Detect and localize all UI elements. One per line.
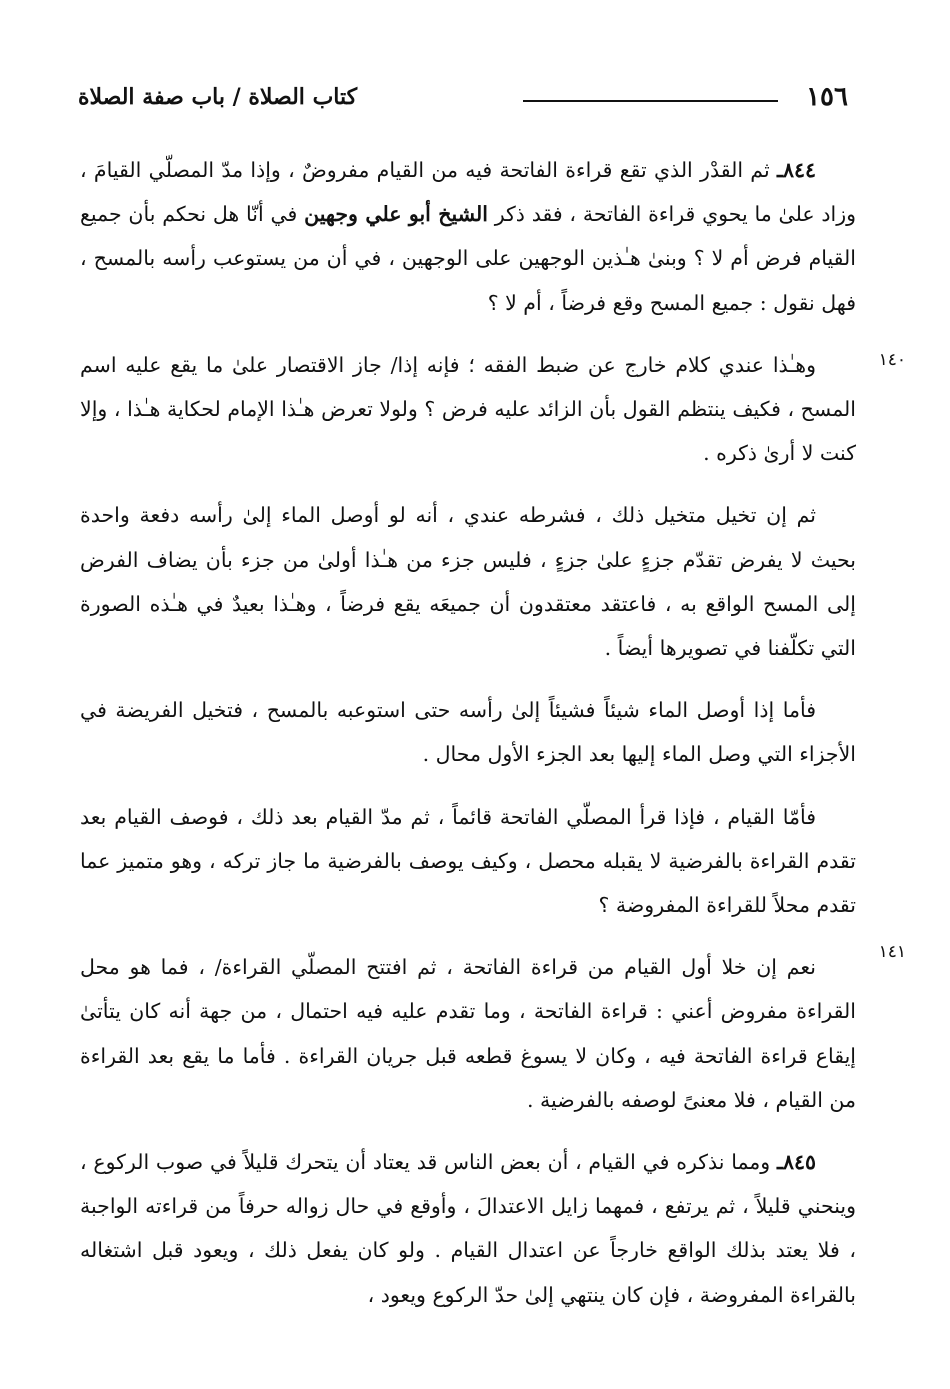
paragraph: وهـٰذا عندي كلام خارج عن ضبط الفقه ؛ فإنه إذا/ جاز الاقتصار علىٰ ما يقع عليه اسم المسح ، فكيف ينتظم القول بأن الزائد عليه فرض ؟ ولولا تعرض هـٰذا الإمام لحكاية هـٰذا ، وإلا كنت لا أرىٰ ذكره .: [80, 352, 856, 466]
page-number: ١٥٦: [806, 82, 848, 112]
margin-note: ١٤٠: [878, 350, 906, 370]
paragraph: نعم إن خلا أول القيام من قراءة الفاتحة ، ثم افتتح المصلّي القراءة/ ، فما هو محل القراءة مفروض أعني : قراءة الفاتحة ، وما تقدم عليه فيه احتمال ، من جهة أنه كان يتأتىٰ إيقاع قراءة الفاتحة فيه ، وكان لا يسوغ قطعه قبل جريان القراءة . فأما ما يقع بعد القراءة من القيام ، فلا معنىً لوصفه بالفرضية .: [80, 955, 856, 1112]
paragraph: فأما إذا أوصل الماء شيئاً فشيئاً إلىٰ رأسه حتى استوعبه بالمسح ، فتخيل الفريضة في الأجزاء التي وصل الماء إليها بعد الجزء الأول محال .: [80, 698, 856, 767]
issue-number: ٨٤٥ـ: [776, 1150, 816, 1175]
paragraph-844: [80, 148, 856, 325]
paragraph-text: ثم القدْر الذي تقع قراءة الفاتحة فيه من القيام مفروضٌ ، وإذا مدّ المصلّي القيامَ ، وزاد علىٰ ما يحوي قراءة الفاتحة ، فقد ذكر: [80, 158, 856, 227]
paragraph-text: في أنّا هل نحكم بأن جميع القيام فرض أم لا ؟ وبنىٰ هـٰذين الوجهين على الوجهين ، في أن من يستوعب رأسه بالمسح ، فهل نقول : جميع المسح وقع فرضاً ، أم لا ؟: [80, 202, 856, 315]
issue-number: ٨٤٤ـ: [776, 158, 816, 182]
paragraph: ثم إن تخيل متخيل ذلك ، فشرطه عندي ، أنه لو أوصل الماء إلىٰ رأسه دفعة واحدة بحيث لا يفرض تقدّم جزءٍ علىٰ جزءٍ ، فليس جزء من هـٰذا أولىٰ من جزء بأن يضاف الفرض إلى المسح الواقع به ، فاعتقد معتقدون أن جميعَه يقع فرضاً ، وهـٰذا بعيدٌ في هـٰذه الصورة التي تكلّفنا في تصويرها أيضاً .: [80, 503, 856, 661]
page-body: [80, 148, 856, 1317]
header-rule: [523, 100, 778, 102]
paragraph-text: ومما نذكره في القيام ، أن بعض الناس قد يعتاد أن يتحرك قليلاً في صوب الركوع ، وينحني قليلاً ، ثم يرتفع ، فمهما زايل الاعتدالَ ، وأوقع في حال زواله حرفاً من قراءته الواجبة ، فلا يعتد بذلك الواقع خارجاً عن اعتدال القيام . ولو كان يفعل ذلك ، ويعود قبل اشتغاله بالقراءة المفروضة ، فإن كان ينتهي إلىٰ حدّ الركوع ويعود ،: [80, 1150, 856, 1307]
paragraph: فأمّا القيام ، فإذا قرأ المصلّي الفاتحة قائماً ، ثم مدّ القيام بعد ذلك ، فوصف القيام بعد تقدم القراءة بالفرضية لا يقبله محصل ، وكيف يوصف بالفرضية ما جاز تركه ، وهو متميز عما تقدم محلاً للقراءة المفروضة ؟: [80, 804, 856, 918]
margin-note: ١٤١: [878, 942, 906, 962]
running-title: كتاب الصلاة / باب صفة الصلاة: [78, 84, 358, 110]
page-header: [78, 82, 848, 118]
paragraph-845: [80, 1140, 856, 1317]
bold-phrase: الشيخ أبو علي وجهين: [304, 202, 488, 227]
